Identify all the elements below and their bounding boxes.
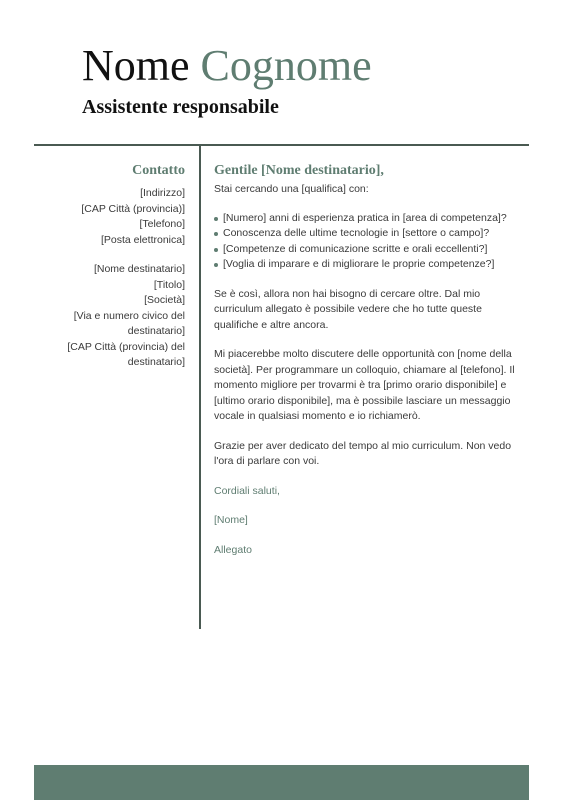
first-name: Nome <box>82 41 190 90</box>
full-name <box>82 40 372 92</box>
last-name: Cognome <box>200 41 372 90</box>
recipient-street-2: destinatario] <box>127 325 185 337</box>
recipient-city-1: [CAP Città (provincia) del <box>67 340 185 353</box>
recipient-city-2: destinatario] <box>127 356 185 368</box>
letter-body <box>214 162 519 572</box>
letter-signature: [Nome] <box>214 514 248 526</box>
letter-paragraph-2: Mi piacerebbe molto discutere delle opportunità con [nome della società]. Per programmare un colloquio, chiamare al [telefono]. Il momento migliore per trovarmi è tra [primo orario disponibile] e [ultimo orario disponibile], ma è possibile lasciare un messaggio vocale in qualsiasi momento e io richiamerò. <box>214 348 515 422</box>
sender-city: [CAP Città (provincia)] <box>81 202 185 215</box>
horizontal-divider <box>34 144 529 146</box>
letter-intro: Stai cercando una [qualifica] con: <box>214 183 369 195</box>
list-item: [Voglia di imparare e di migliorare le proprie competenze?] <box>214 257 519 273</box>
recipient-title: [Titolo] <box>153 278 185 291</box>
job-title: Assistente responsabile <box>82 96 279 118</box>
sender-address: [Indirizzo] <box>140 187 185 199</box>
list-item: Conoscenza delle ultime tecnologie in [settore o campo]? <box>214 226 519 242</box>
recipient-name: [Nome destinatario] <box>93 263 185 275</box>
sender-phone: [Telefono] <box>139 218 185 230</box>
letter-paragraph-1: Se è così, allora non hai bisogno di cercare oltre. Dal mio curriculum allegato è possibile vedere che ho tutte queste qualifiche e altre ancora. <box>214 287 482 331</box>
letter-enclosure: Allegato <box>214 543 252 556</box>
recipient-company: [Società] <box>144 294 185 306</box>
contact-heading: Contatto <box>132 163 185 178</box>
letter-closing: Cordiali saluti, <box>214 484 280 497</box>
sender-email: [Posta elettronica] <box>100 233 185 246</box>
list-item: [Numero] anni di esperienza pratica in [area di competenza]? <box>214 211 519 227</box>
letter-paragraph-3: Grazie per aver dedicato del tempo al mio curriculum. Non vedo l'ora di parlare con voi. <box>214 439 512 467</box>
letter-greeting: Gentile [Nome destinatario], <box>214 163 384 178</box>
footer-bar <box>34 765 529 800</box>
qualification-list <box>214 211 519 273</box>
contact-spacer <box>40 248 185 262</box>
contact-column <box>40 162 185 371</box>
list-item: [Competenze di comunicazione scritte e orali eccellenti?] <box>214 242 519 258</box>
recipient-street-1: [Via e numero civico del <box>73 309 185 322</box>
vertical-divider <box>199 145 201 629</box>
